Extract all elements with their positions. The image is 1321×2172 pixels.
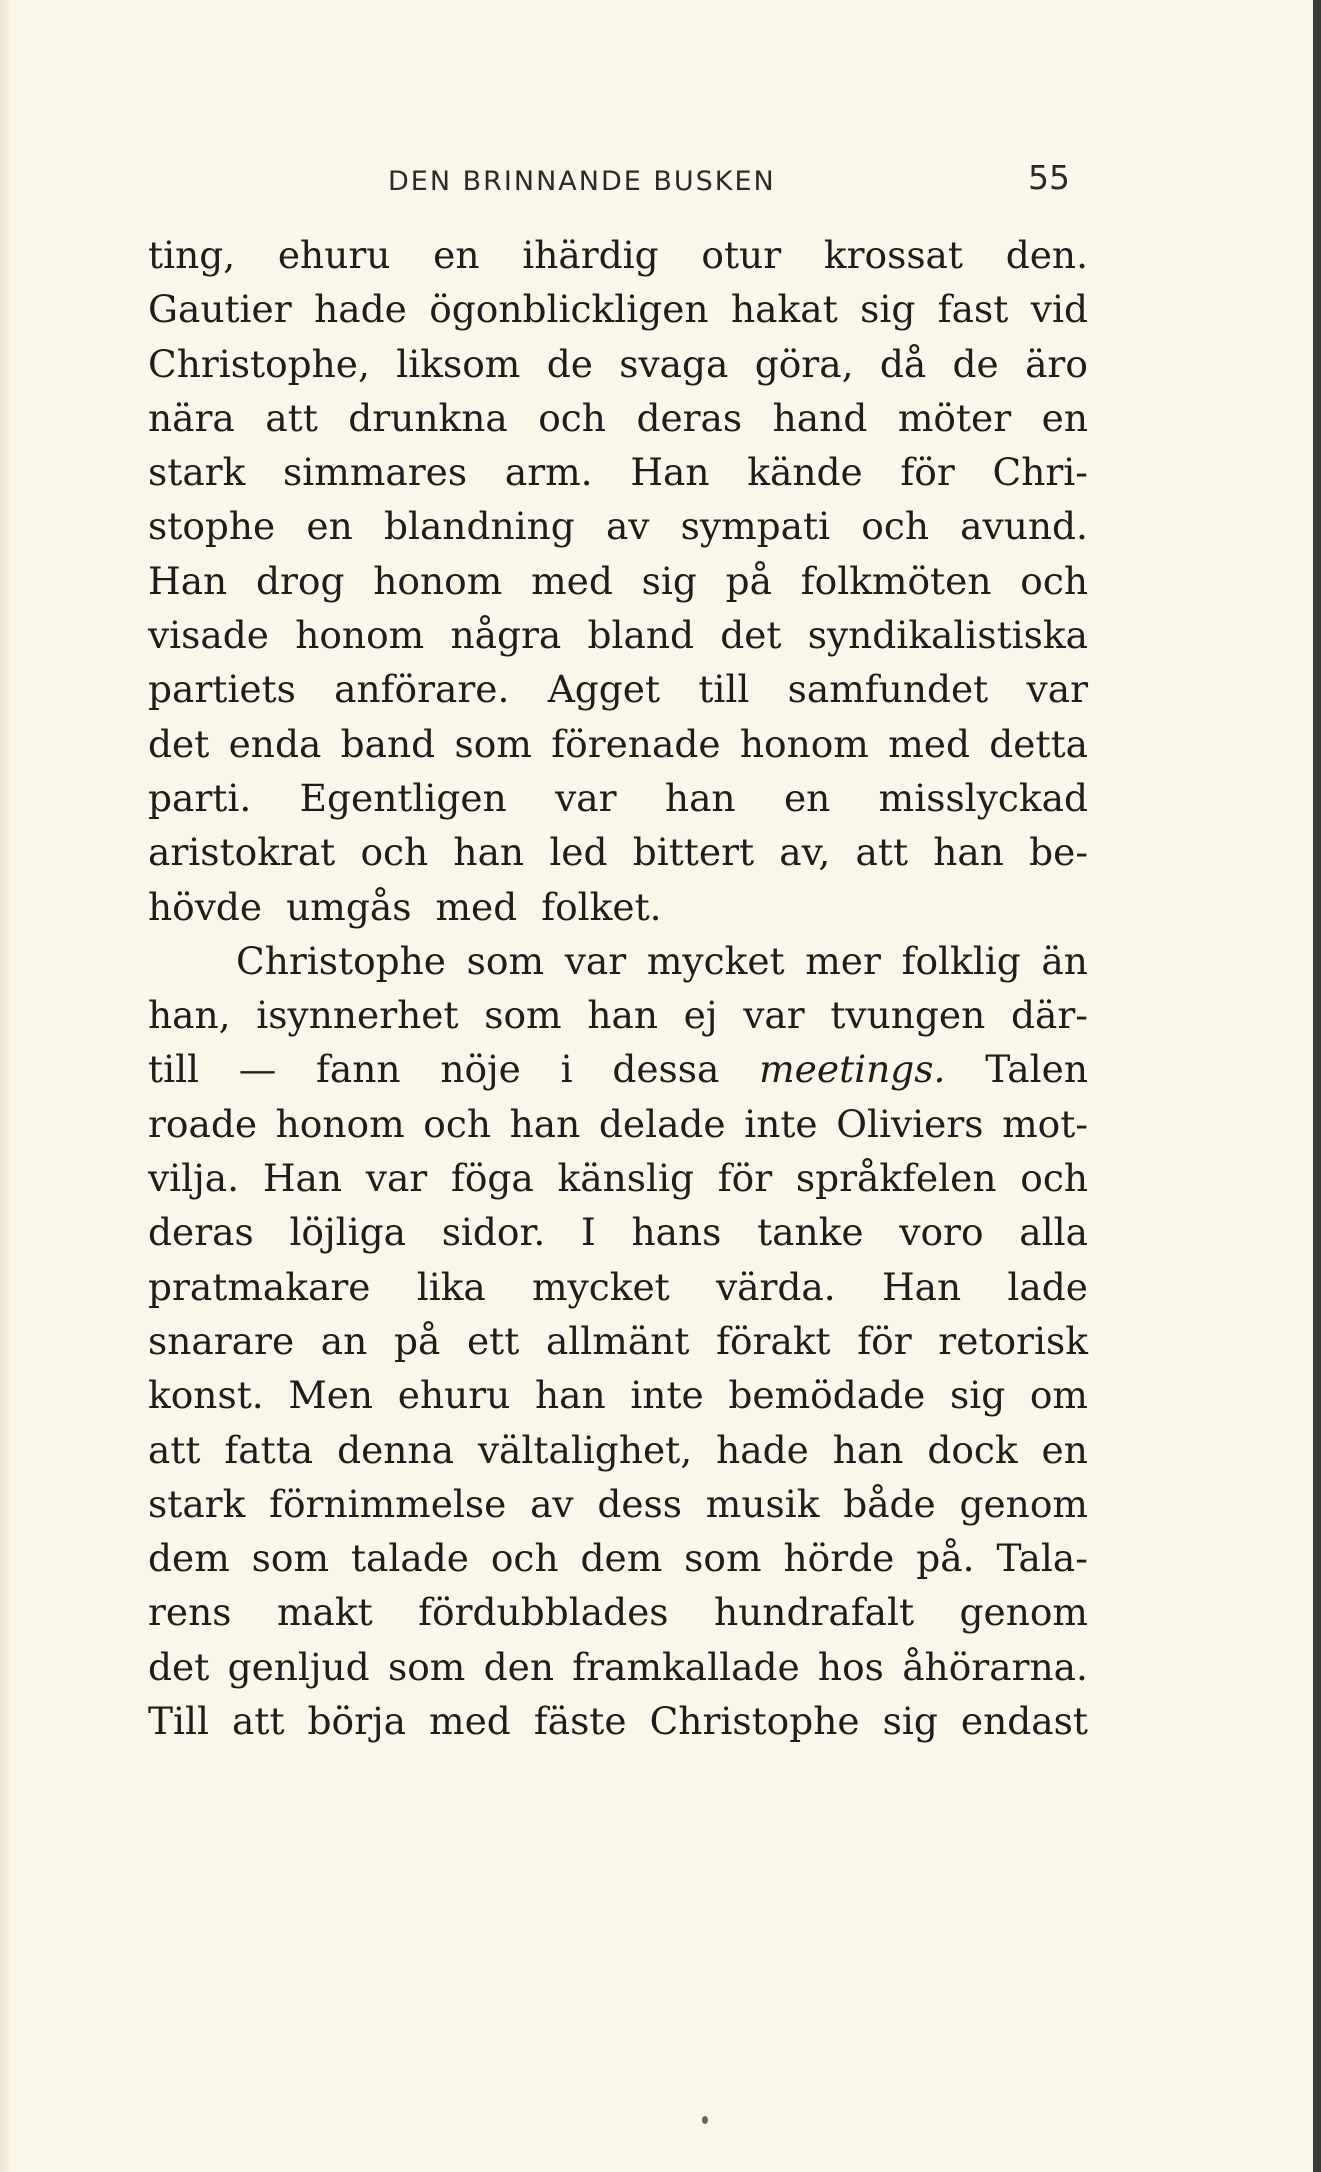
word: var: [555, 775, 617, 820]
text-line: [148, 771, 1088, 825]
word: ej: [683, 993, 718, 1038]
word: förnimmelse: [269, 1481, 507, 1526]
word: genom: [959, 1590, 1088, 1635]
word: dess: [597, 1481, 683, 1526]
word: både: [843, 1481, 936, 1526]
word: fast: [937, 287, 1009, 332]
text-line: [148, 391, 1088, 445]
word: som: [251, 1536, 330, 1581]
word: dock: [927, 1427, 1018, 1472]
word: dem: [580, 1536, 663, 1581]
text-line: [148, 1531, 1088, 1585]
word: av,: [779, 830, 831, 875]
page-left-edge: [0, 0, 12, 2172]
word: på: [725, 558, 772, 603]
word: på.: [916, 1536, 975, 1581]
word: ehuru: [277, 233, 391, 277]
text-line: [148, 1151, 1088, 1205]
word: Han: [148, 558, 228, 603]
word: denna: [337, 1427, 454, 1472]
word: av: [530, 1481, 574, 1526]
word: av: [605, 504, 650, 549]
word: arm.: [504, 450, 593, 495]
word: att: [265, 395, 318, 440]
word: honom: [295, 613, 425, 658]
word: ihärdig: [522, 233, 659, 277]
word: stark: [148, 450, 246, 495]
word: sig: [882, 1699, 938, 1744]
word: han: [534, 1373, 606, 1418]
word: tanke: [757, 1210, 864, 1255]
text-line: [148, 880, 1088, 934]
text-line: [148, 1097, 1088, 1151]
word: mer: [805, 938, 881, 983]
word: värda.: [715, 1264, 836, 1309]
text-line: [148, 934, 1088, 988]
word: simmares: [283, 450, 468, 495]
word: ögonblickligen: [429, 287, 709, 332]
word: endast: [960, 1699, 1088, 1744]
word: till: [148, 1047, 200, 1092]
word: deras: [148, 1210, 254, 1255]
word: I: [580, 1210, 596, 1255]
word: han,: [148, 993, 231, 1038]
text-line: [148, 1260, 1088, 1314]
word: deras: [636, 395, 743, 440]
text-line: [148, 1640, 1088, 1694]
word: inte: [630, 1373, 704, 1418]
word: en: [1041, 395, 1088, 440]
word: isynnerhet: [256, 993, 459, 1038]
word: bland: [587, 613, 694, 658]
word: band: [340, 721, 436, 766]
page-right-edge: [1313, 0, 1321, 2172]
word: en: [1041, 1427, 1088, 1472]
text-line: [148, 988, 1088, 1042]
word: bittert: [632, 830, 755, 875]
word: talade: [350, 1536, 469, 1581]
word: retorisk: [938, 1318, 1088, 1363]
running-head: [150, 158, 1080, 204]
word: vilja.: [148, 1156, 240, 1201]
word: det: [148, 721, 210, 766]
word: han: [933, 830, 1004, 875]
word: som: [466, 938, 545, 983]
text-line: [148, 662, 1088, 716]
word: fatta: [224, 1427, 314, 1472]
word: hörde: [783, 1536, 895, 1581]
paper-speck: [702, 2116, 708, 2124]
word: an: [320, 1318, 368, 1363]
text-line: [148, 1423, 1088, 1477]
word: led: [549, 830, 608, 875]
word: hade: [716, 1427, 809, 1472]
word: anförare.: [334, 667, 510, 712]
word: ehuru: [397, 1373, 511, 1418]
text-line: [148, 1205, 1088, 1259]
word: en: [433, 233, 480, 277]
word: han: [832, 1427, 904, 1472]
word: Talen: [985, 1047, 1088, 1092]
word: misslyckad: [878, 775, 1088, 820]
word: nära: [148, 395, 235, 440]
word: sig: [949, 1373, 1006, 1418]
word: var: [743, 993, 805, 1038]
word: den: [483, 1644, 555, 1689]
word: visade: [148, 613, 269, 658]
word: honom: [739, 721, 869, 766]
word: Gautier: [148, 287, 292, 332]
word: folket.: [541, 884, 662, 929]
word: konst.: [148, 1373, 264, 1418]
word: det: [720, 613, 782, 658]
word: mycket: [532, 1264, 670, 1309]
word: en: [783, 775, 831, 820]
text-line: [148, 1368, 1088, 1422]
word: drunkna: [348, 395, 508, 440]
word: var: [365, 1156, 428, 1201]
word: Han: [881, 1264, 962, 1309]
word: det: [148, 1644, 210, 1689]
text-line: [148, 717, 1088, 771]
word: den.: [1005, 233, 1088, 277]
word: folklig: [901, 938, 1021, 983]
word: om: [1029, 1373, 1088, 1418]
text-line: [148, 1585, 1088, 1639]
page-number: 55: [1028, 158, 1070, 197]
word: att: [148, 1427, 201, 1472]
word: —: [238, 1047, 277, 1092]
word: samfundet: [787, 667, 989, 712]
word: att: [855, 830, 909, 875]
word: drog: [255, 558, 345, 603]
word: lika: [416, 1264, 486, 1309]
word: partiets: [148, 667, 296, 712]
body-text: [148, 228, 1088, 1748]
word: Till: [148, 1699, 209, 1744]
word: som: [454, 721, 532, 766]
word: enda: [228, 721, 322, 766]
word: möter: [897, 395, 1012, 440]
word: ting,: [148, 233, 236, 277]
text-line: [148, 1694, 1088, 1748]
word: Han: [262, 1156, 343, 1201]
word: några: [450, 613, 562, 658]
word: musik: [705, 1481, 820, 1526]
word: att: [232, 1699, 285, 1744]
word: roade: [148, 1101, 258, 1146]
word: och: [538, 395, 606, 440]
word: de: [546, 341, 593, 386]
word: vid: [1030, 287, 1088, 332]
word: sig: [860, 287, 916, 332]
text-line: [148, 1314, 1088, 1368]
word: åhörarna.: [902, 1644, 1088, 1689]
word: han: [453, 830, 525, 875]
text-line: [148, 337, 1088, 391]
word: och: [1020, 558, 1088, 603]
word: honom: [275, 1101, 405, 1146]
word: äro: [1025, 341, 1088, 386]
text-line: [148, 1477, 1088, 1531]
word: genom: [959, 1481, 1088, 1526]
word: otur: [701, 233, 782, 277]
text-line: [148, 282, 1088, 336]
word: var: [564, 938, 627, 983]
word: framkallade: [572, 1644, 800, 1689]
word: språkfelen: [795, 1156, 997, 1201]
word: förakt: [716, 1318, 831, 1363]
word: pratmakare: [148, 1264, 371, 1309]
word: allmänt: [545, 1318, 690, 1363]
word: umgås: [286, 884, 412, 929]
word: de: [952, 341, 999, 386]
word: bemödade: [728, 1373, 926, 1418]
word: till: [698, 667, 750, 712]
word: än: [1041, 938, 1088, 983]
word: fördubblades: [418, 1590, 669, 1635]
word: kände: [747, 450, 863, 495]
word: syndikalistiska: [807, 613, 1088, 658]
word: tvungen: [830, 993, 986, 1038]
word: detta: [989, 721, 1088, 766]
word: hakat: [731, 287, 838, 332]
word: ett: [466, 1318, 520, 1363]
word: med: [429, 1699, 511, 1744]
word: för: [857, 1318, 912, 1363]
word: mot-: [1002, 1101, 1088, 1146]
word: föga: [450, 1156, 534, 1201]
word: löjliga: [289, 1210, 406, 1255]
word: nöje: [440, 1047, 521, 1092]
word: börja: [307, 1699, 407, 1744]
word: som: [684, 1536, 762, 1581]
word: liksom: [396, 341, 521, 386]
word: delade: [598, 1101, 726, 1146]
word: voro: [899, 1210, 984, 1255]
word: Han: [630, 450, 710, 495]
text-line: [148, 228, 1088, 282]
word: sidor.: [441, 1210, 546, 1255]
word: lade: [1007, 1264, 1088, 1309]
word: där-: [1010, 993, 1088, 1038]
word: han: [664, 775, 736, 820]
word: genljud: [227, 1644, 370, 1689]
word: stophe: [148, 504, 276, 549]
word: med: [531, 558, 613, 603]
word: fann: [316, 1047, 401, 1092]
word: som: [484, 993, 562, 1038]
text-line: [148, 825, 1088, 879]
word: dem: [148, 1536, 230, 1581]
running-head-title: DEN BRINNANDE BUSKEN: [388, 166, 776, 197]
word: blandning: [383, 504, 575, 549]
word: med: [888, 721, 970, 766]
text-line: [148, 554, 1088, 608]
word: aristokrat: [148, 830, 336, 875]
word: alla: [1019, 1210, 1088, 1255]
word: Chri-: [992, 450, 1088, 495]
word: förenade: [551, 721, 721, 766]
word: Christophe: [649, 1699, 860, 1744]
word: folkmöten: [800, 558, 992, 603]
word: och: [360, 830, 429, 875]
word: sig: [641, 558, 697, 603]
word: fäste: [533, 1699, 627, 1744]
word: och: [490, 1536, 559, 1581]
word: känslig: [557, 1156, 694, 1201]
word: parti.: [148, 775, 252, 820]
word: hade: [314, 287, 407, 332]
word: och: [423, 1101, 492, 1146]
word: be-: [1029, 830, 1088, 875]
word: Egentligen: [299, 775, 507, 820]
word: då: [879, 341, 927, 386]
word: och: [861, 504, 929, 549]
word: Christophe: [236, 938, 447, 983]
word: och: [1020, 1156, 1088, 1201]
word: hans: [631, 1210, 722, 1255]
word: Agget: [547, 667, 661, 712]
text-line: [148, 1042, 1088, 1096]
text-line: [148, 499, 1088, 553]
word: göra,: [754, 341, 854, 386]
word: hos: [817, 1644, 884, 1689]
word: hundrafalt: [713, 1590, 915, 1635]
text-line: [148, 608, 1088, 662]
word: hand: [772, 395, 868, 440]
word: på: [393, 1318, 441, 1363]
word: han: [509, 1101, 581, 1146]
word: mycket: [646, 938, 785, 983]
word: för: [717, 1156, 773, 1201]
word: vältalighet,: [477, 1427, 693, 1472]
word: Tala-: [996, 1536, 1088, 1581]
word: dessa: [612, 1047, 720, 1092]
word: svaga: [619, 341, 729, 386]
word: sympati: [680, 504, 831, 549]
word: meetings.: [759, 1047, 946, 1092]
word: Men: [288, 1373, 374, 1418]
word: som: [387, 1644, 466, 1689]
word: var: [1026, 667, 1088, 712]
word: rens: [148, 1590, 232, 1635]
word: avund.: [960, 504, 1088, 549]
word: för: [900, 450, 955, 495]
word: snarare: [148, 1318, 295, 1363]
word: han: [587, 993, 658, 1038]
word: hövde: [148, 884, 263, 929]
word: stark: [148, 1481, 246, 1526]
text-line: [148, 445, 1088, 499]
word: en: [306, 504, 353, 549]
word: i: [560, 1047, 573, 1092]
word: makt: [276, 1590, 373, 1635]
word: inte: [744, 1101, 818, 1146]
word: krossat: [823, 233, 963, 277]
word: honom: [373, 558, 503, 603]
word: med: [435, 884, 518, 929]
word: Oliviers: [836, 1101, 984, 1146]
word: Christophe,: [148, 341, 370, 386]
